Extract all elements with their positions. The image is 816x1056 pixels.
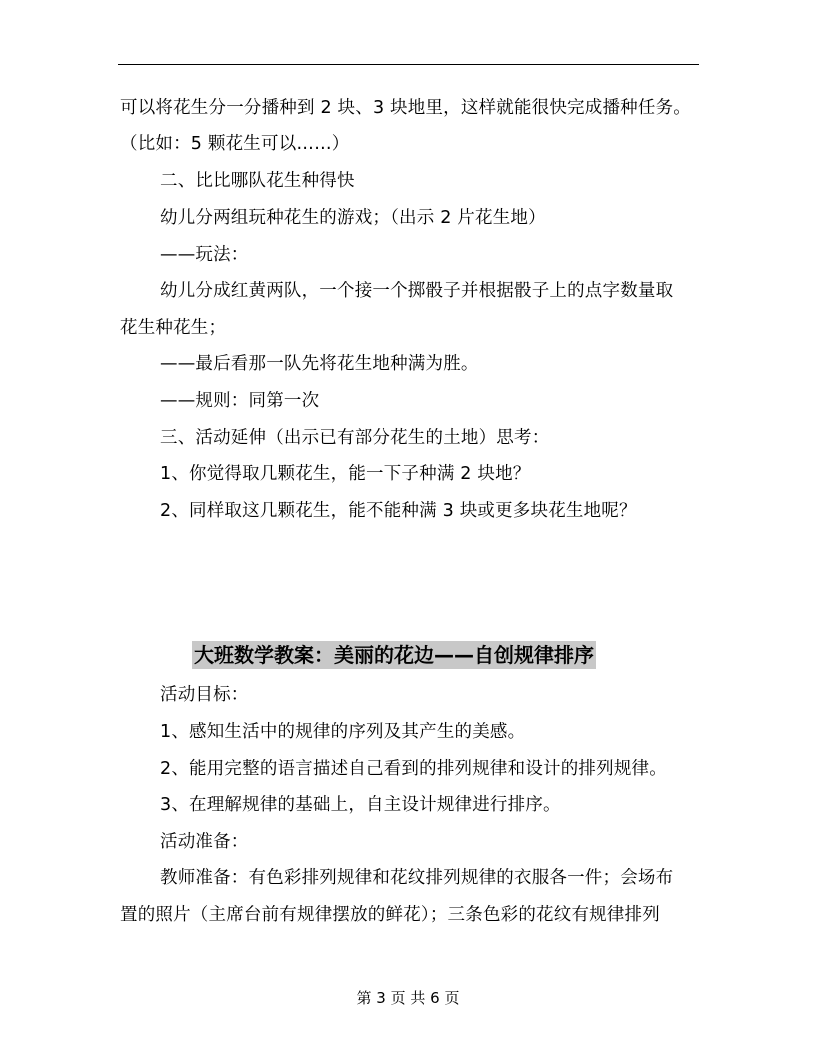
- subheading: 活动准备：: [160, 832, 249, 852]
- section-heading: 二、比比哪队花生种得快: [160, 171, 355, 191]
- paragraph-line: ——玩法：: [160, 245, 249, 265]
- list-item: 1、你觉得取几颗花生，能一下子种满 2 块地？: [160, 464, 531, 484]
- section-heading: 三、活动延伸（出示已有部分花生的土地）思考：: [160, 428, 550, 448]
- section-title: 大班数学教案：美丽的花边——自创规律排序: [194, 643, 594, 667]
- paragraph-line: 置的照片（主席台前有规律摆放的鲜花）；三条色彩的花纹有规律排列: [120, 905, 660, 925]
- paragraph-line: 教师准备：有色彩排列规律和花纹排列规律的衣服各一件；会场布: [160, 868, 674, 888]
- paragraph-line: 幼儿分成红黄两队，一个接一个掷骰子并根据骰子上的点字数量取: [160, 281, 674, 301]
- section-title-wrap: [192, 641, 596, 671]
- list-item: 3、在理解规律的基础上，自主设计规律进行排序。: [160, 795, 561, 815]
- subheading: 活动目标：: [160, 685, 249, 705]
- paragraph-line: 幼儿分两组玩种花生的游戏；（出示 2 片花生地）: [160, 208, 546, 228]
- list-item: 2、同样取这几颗花生，能不能种满 3 块或更多块花生地呢？: [160, 501, 637, 521]
- header-rule: [118, 64, 699, 65]
- paragraph-line: （比如：5 颗花生可以……）: [120, 134, 350, 154]
- paragraph-line: 可以将花生分一分播种到 2 块、3 块地里，这样就能很快完成播种任务。: [120, 98, 691, 118]
- paragraph-line: ——规则：同第一次: [160, 391, 320, 411]
- paragraph-line: 花生种花生；: [120, 318, 227, 338]
- paragraph-line: ——最后看那一队先将花生地种满为胜。: [160, 354, 479, 374]
- list-item: 1、感知生活中的规律的序列及其产生的美感。: [160, 722, 526, 742]
- list-item: 2、能用完整的语言描述自己看到的排列规律和设计的排列规律。: [160, 759, 667, 779]
- page-footer: 第 3 页 共 6 页: [356, 989, 460, 1007]
